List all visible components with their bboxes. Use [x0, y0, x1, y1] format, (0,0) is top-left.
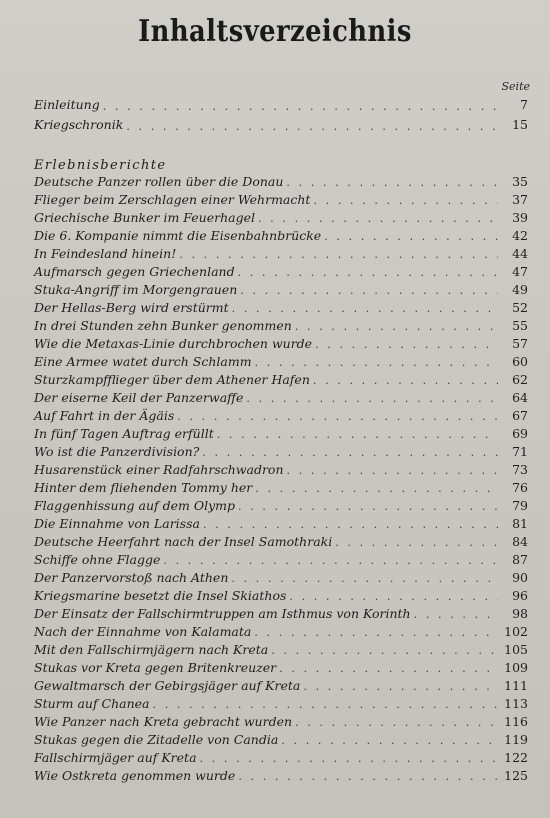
dot-leader — [303, 679, 498, 695]
toc-entry-page: 60 — [512, 354, 528, 369]
dot-leader — [238, 265, 498, 281]
dot-leader — [126, 119, 498, 135]
toc-entry — [34, 731, 528, 749]
dot-leader — [295, 319, 498, 335]
toc-entry — [34, 191, 528, 209]
toc-entry-title: Auf Fahrt in der Ägäis — [34, 408, 175, 423]
page-column-label: Seite — [501, 80, 530, 93]
dot-leader — [238, 499, 498, 515]
toc-entry — [34, 479, 528, 497]
toc-entry — [34, 407, 528, 425]
dot-leader — [255, 355, 498, 371]
toc-entry-page: 47 — [512, 264, 528, 279]
toc-entry-title: Der Panzervorstoß nach Athen — [34, 570, 229, 585]
toc-entry-page: 81 — [512, 516, 528, 531]
toc-entry-title: Wie Panzer nach Kreta gebracht wurden — [34, 714, 293, 729]
toc-entry-title: Wie die Metaxas-Linie durchbrochen wurde — [34, 336, 313, 351]
dot-leader — [313, 193, 498, 209]
toc-entry-title: Flaggenhissung auf dem Olymp — [34, 498, 236, 513]
toc-entry — [34, 551, 528, 569]
toc-entry-title: Fallschirmjäger auf Kreta — [34, 750, 197, 765]
toc-entry-page: 113 — [504, 696, 528, 711]
toc-entry-title: Der Einsatz der Fallschirmtruppen am Isthmus von Korinth — [34, 606, 411, 621]
toc-entry — [34, 115, 528, 135]
dot-leader — [177, 409, 498, 425]
toc-entry-title: Der eiserne Keil der Panzerwaffe — [34, 390, 244, 405]
toc-entry-title: Husarenstück einer Radfahrschwadron — [34, 462, 284, 477]
dot-leader — [240, 283, 498, 299]
toc-entry-page: 111 — [504, 678, 528, 693]
toc-entry — [34, 749, 528, 767]
toc-entry-page: 67 — [512, 408, 528, 423]
toc-entry-list — [34, 173, 528, 785]
toc-entry-title: Stukas vor Kreta gegen Britenkreuzer — [34, 660, 277, 675]
toc-entry-page: 39 — [512, 210, 528, 225]
dot-leader — [103, 99, 498, 115]
toc-entry-page: 90 — [512, 570, 528, 585]
toc-entry-title: Kriegsmarine besetzt die Insel Skiathos — [34, 588, 287, 603]
dot-leader — [313, 373, 498, 389]
dot-leader — [200, 751, 498, 767]
toc-entry — [34, 605, 528, 623]
toc-entry — [34, 173, 528, 191]
toc-entry — [34, 569, 528, 587]
toc-entry — [34, 497, 528, 515]
toc-entry — [34, 461, 528, 479]
toc-entry — [34, 299, 528, 317]
toc-entry-page: 102 — [504, 624, 528, 639]
dot-leader — [287, 463, 499, 479]
dot-leader — [179, 247, 498, 263]
toc-entry-page: 49 — [512, 282, 528, 297]
toc-entry-title: Hinter dem fliehenden Tommy her — [34, 480, 253, 495]
toc-entry — [34, 425, 528, 443]
page-title: Inhaltsverzeichnis — [138, 14, 412, 49]
toc-entry-page: 119 — [504, 732, 528, 747]
toc-entry-page: 122 — [504, 750, 528, 765]
dot-leader — [217, 427, 498, 443]
toc-entry — [34, 245, 528, 263]
toc-entry-title: Sturzkampfflieger über dem Athener Hafen — [34, 372, 310, 387]
dot-leader — [295, 715, 498, 731]
toc-entry — [34, 443, 528, 461]
toc-entry — [34, 335, 528, 353]
toc-entry — [34, 371, 528, 389]
toc-entry-page: 64 — [512, 390, 528, 405]
toc-entry — [34, 533, 528, 551]
toc-entry-page: 76 — [512, 480, 528, 495]
toc-entry-page: 116 — [504, 714, 528, 729]
toc-entry-page: 69 — [512, 426, 528, 441]
toc-entry-title: Deutsche Heerfahrt nach der Insel Samothraki — [34, 534, 333, 549]
toc-entry-page: 52 — [512, 300, 528, 315]
toc-entry-title: Schiffe ohne Flagge — [34, 552, 161, 567]
dot-leader — [286, 175, 498, 191]
toc-entry-page: 37 — [512, 192, 528, 207]
toc-entry-page: 96 — [512, 588, 528, 603]
toc-entry-page: 62 — [512, 372, 528, 387]
toc-entry-page: 71 — [512, 444, 528, 459]
toc-entry-page: 44 — [512, 246, 528, 261]
toc-entry-page: 42 — [512, 228, 528, 243]
dot-leader — [238, 769, 498, 785]
toc-entry-page: 55 — [512, 318, 528, 333]
dot-leader — [315, 337, 498, 353]
toc-entry — [34, 659, 528, 677]
dot-leader — [289, 589, 498, 605]
toc-entry — [34, 281, 528, 299]
toc-entry-page: 79 — [512, 498, 528, 513]
toc-entry — [34, 623, 528, 641]
toc-entry — [34, 209, 528, 227]
toc-entry-title: Eine Armee watet durch Schlamm — [34, 354, 252, 369]
toc-entry — [34, 263, 528, 281]
toc-entry — [34, 227, 528, 245]
toc-entry-title: In drei Stunden zehn Bunker genommen — [34, 318, 292, 333]
toc-entry-title: Stuka-Angriff im Morgengrauen — [34, 282, 238, 297]
toc-entry-title: Der Hellas-Berg wird erstürmt — [34, 300, 229, 315]
toc-entry — [34, 353, 528, 371]
toc-entry-title: Stukas gegen die Zitadelle von Candia — [34, 732, 279, 747]
dot-leader — [203, 517, 498, 533]
toc-entry — [34, 95, 528, 115]
toc-entry-title: Die Einnahme von Larissa — [34, 516, 200, 531]
toc-entry — [34, 767, 528, 785]
toc-entry — [34, 677, 528, 695]
toc-entry — [34, 317, 528, 335]
section-heading: Erlebnisberichte — [34, 158, 167, 173]
toc-entry — [34, 641, 528, 659]
toc-entry-title: Wo ist die Panzerdivision? — [34, 444, 200, 459]
toc-entry-page: 35 — [512, 174, 528, 189]
dot-leader — [232, 301, 498, 317]
dot-leader — [335, 535, 498, 551]
toc-entry-title: Mit den Fallschirmjägern nach Kreta — [34, 642, 269, 657]
dot-leader — [324, 229, 498, 245]
dot-leader — [254, 625, 498, 641]
toc-entry-page: 125 — [504, 768, 528, 783]
toc-entry-title: Einleitung — [34, 97, 100, 112]
dot-leader — [255, 481, 498, 497]
toc-entry-title: Aufmarsch gegen Griechenland — [34, 264, 235, 279]
dot-leader — [153, 697, 498, 713]
toc-entry — [34, 515, 528, 533]
toc-entry-title: Kriegschronik — [34, 117, 124, 132]
dot-leader — [414, 607, 498, 623]
toc-entry-page: 109 — [504, 660, 528, 675]
toc-entry-page: 7 — [520, 97, 528, 112]
dot-leader — [246, 391, 498, 407]
toc-entry — [34, 713, 528, 731]
toc-entry-title: Nach der Einnahme von Kalamata — [34, 624, 252, 639]
toc-entry-page: 84 — [512, 534, 528, 549]
dot-leader — [271, 643, 498, 659]
toc-entry — [34, 389, 528, 407]
intro-entry-list — [34, 95, 528, 135]
toc-entry-title: Gewaltmarsch der Gebirgsjäger auf Kreta — [34, 678, 301, 693]
dot-leader — [279, 661, 498, 677]
toc-entry — [34, 587, 528, 605]
toc-entry-page: 15 — [512, 117, 528, 132]
toc-entry — [34, 695, 528, 713]
toc-entry-page: 87 — [512, 552, 528, 567]
toc-entry-page: 57 — [512, 336, 528, 351]
toc-entry-page: 98 — [512, 606, 528, 621]
dot-leader — [231, 571, 498, 587]
toc-entry-title: Die 6. Kompanie nimmt die Eisenbahnbrücke — [34, 228, 322, 243]
toc-entry-title: Flieger beim Zerschlagen einer Wehrmacht — [34, 192, 311, 207]
dot-leader — [202, 445, 498, 461]
toc-entry-page: 73 — [512, 462, 528, 477]
toc-entry-title: Wie Ostkreta genommen wurde — [34, 768, 236, 783]
toc-entry-title: In Feindesland hinein! — [34, 246, 177, 261]
dot-leader — [258, 211, 498, 227]
toc-entry-title: In fünf Tagen Auftrag erfüllt — [34, 426, 214, 441]
dot-leader — [163, 553, 498, 569]
dot-leader — [281, 733, 498, 749]
toc-entry-page: 105 — [504, 642, 528, 657]
toc-entry-title: Deutsche Panzer rollen über die Donau — [34, 174, 284, 189]
toc-entry-title: Griechische Bunker im Feuerhagel — [34, 210, 255, 225]
toc-entry-title: Sturm auf Chanea — [34, 696, 150, 711]
